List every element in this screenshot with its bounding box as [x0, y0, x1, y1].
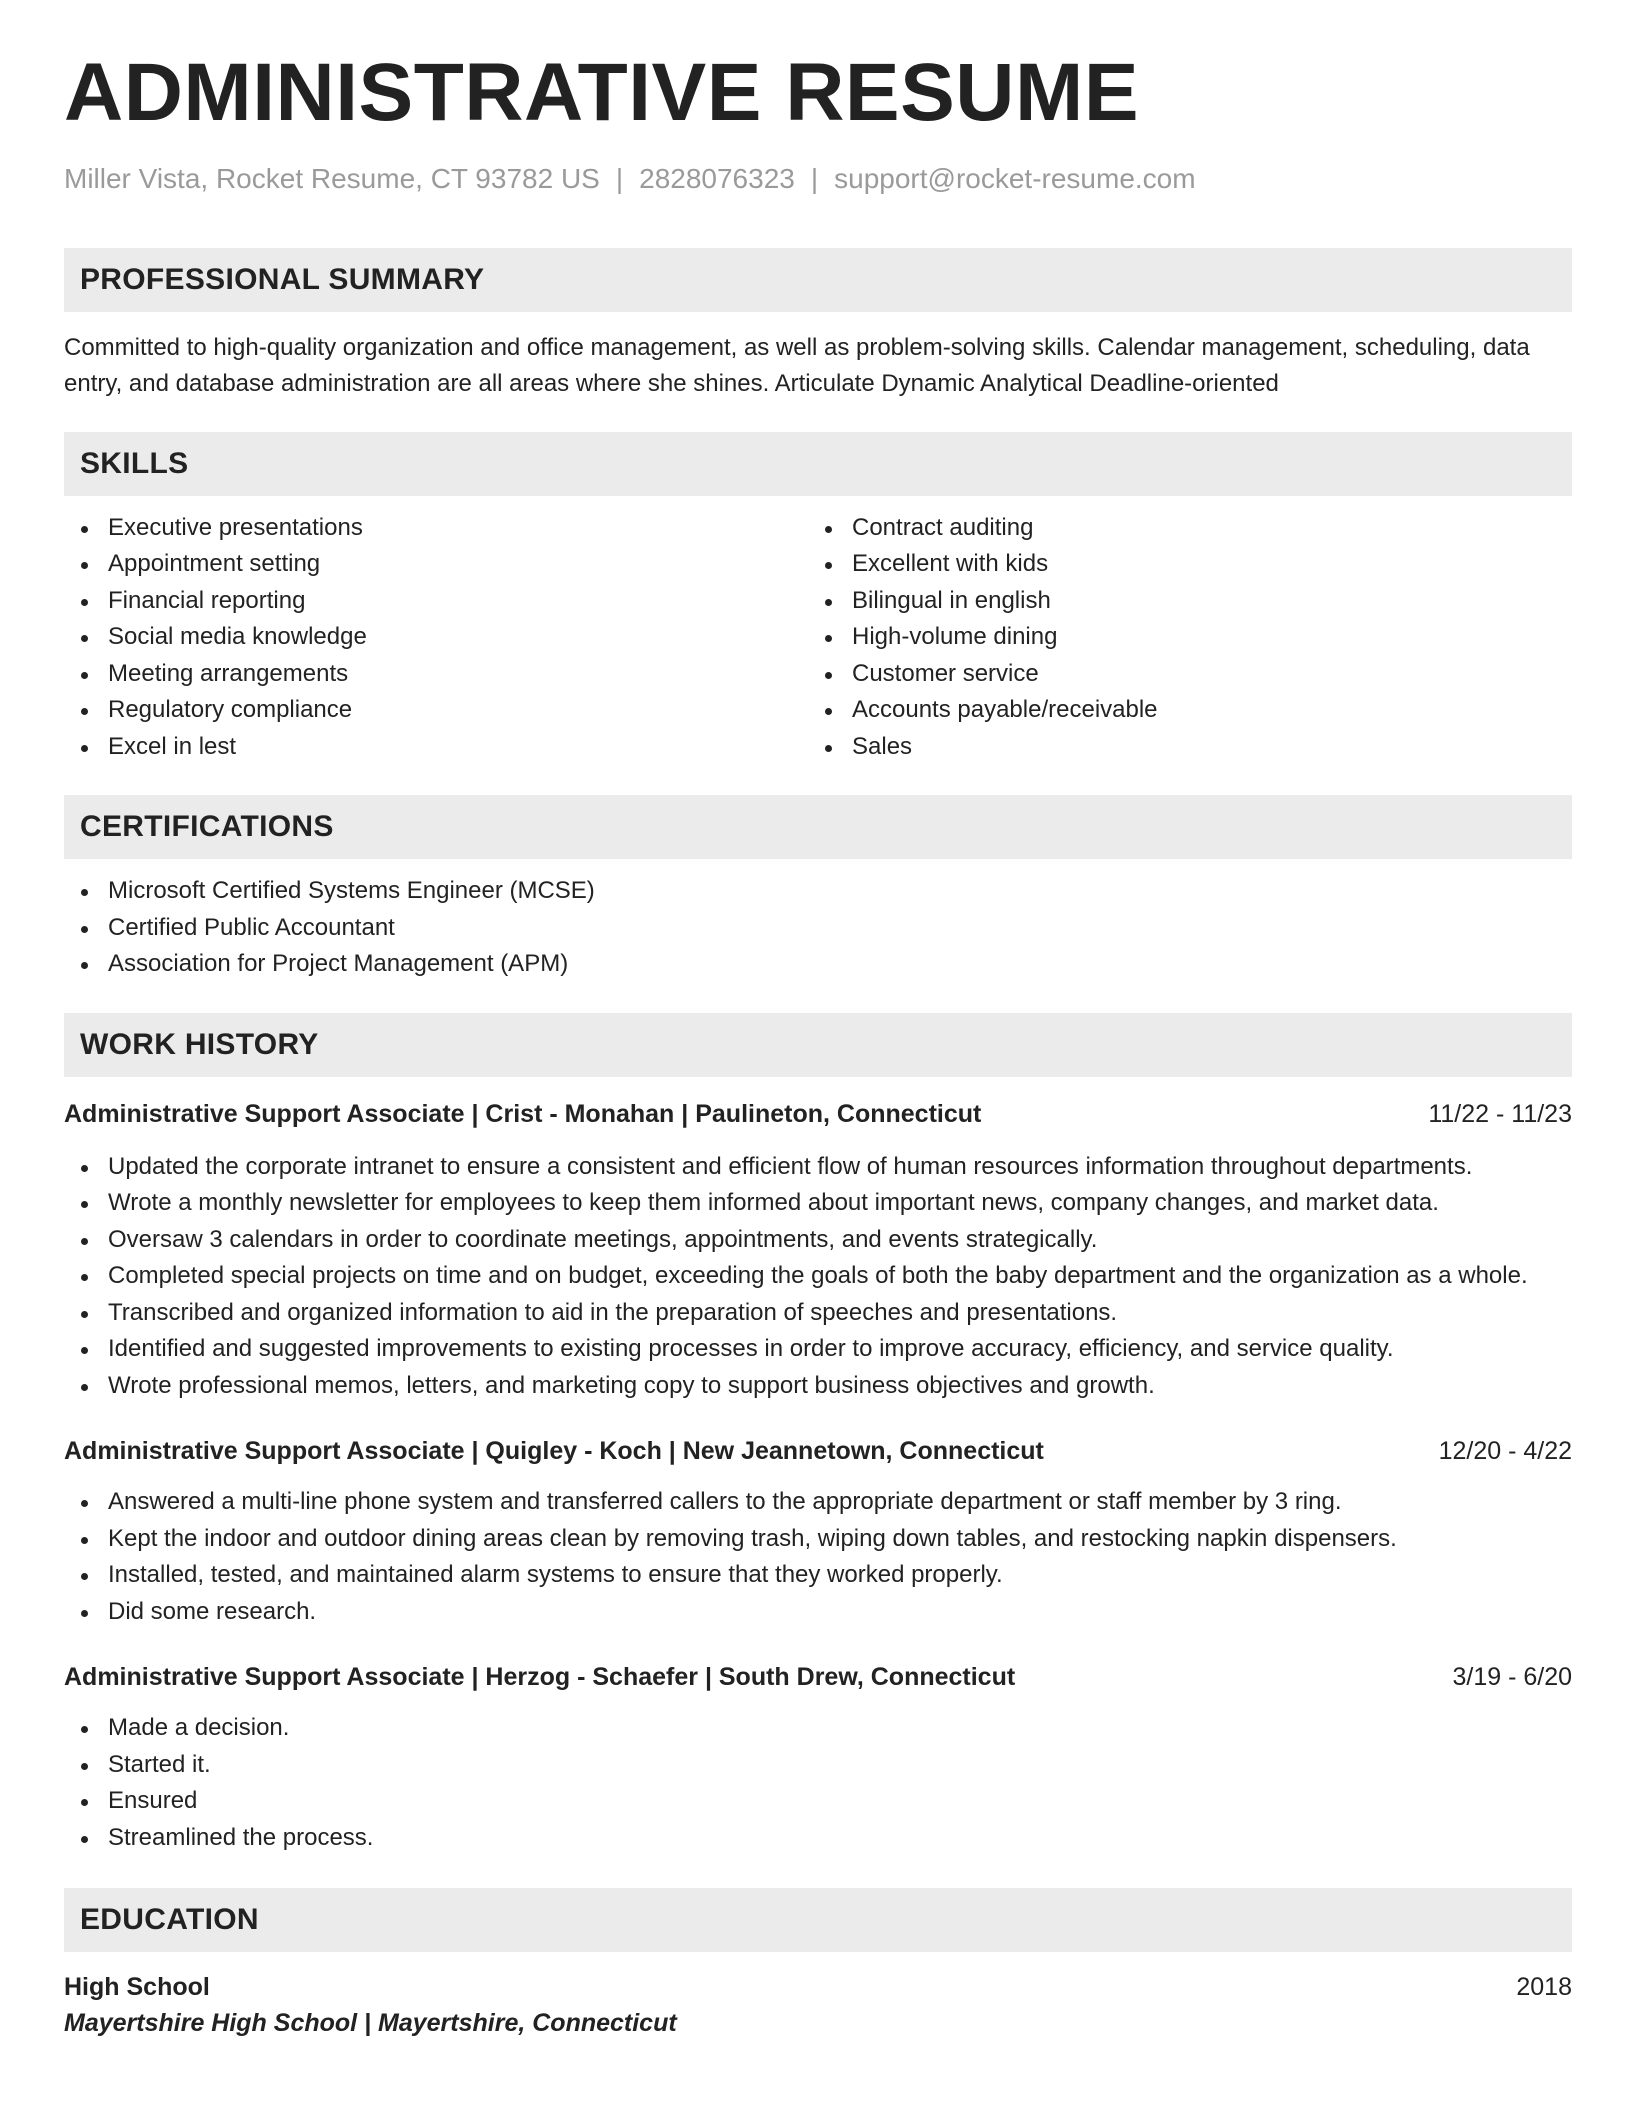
job-header	[64, 1434, 1572, 1468]
contact-phone: 2828076323	[639, 163, 795, 194]
job-dates: 12/20 - 4/22	[1438, 1437, 1572, 1466]
section-heading-certifications: CERTIFICATIONS	[64, 795, 1572, 859]
job-dates: 3/19 - 6/20	[1452, 1663, 1572, 1692]
skill-item: Financial reporting	[64, 583, 808, 620]
skill-item: Excellent with kids	[808, 546, 1552, 583]
job-entry	[64, 1097, 1572, 1405]
skill-item: Social media knowledge	[64, 619, 808, 656]
skill-item: Executive presentations	[64, 510, 808, 547]
job-bullet: Did some research.	[64, 1594, 1572, 1631]
job-title: Administrative Support Associate | Crist - Monahan | Paulineton, Connecticut	[64, 1099, 982, 1128]
section-heading-summary: PROFESSIONAL SUMMARY	[64, 248, 1572, 312]
section-heading-work-history: WORK HISTORY	[64, 1013, 1572, 1077]
skill-item: Sales	[808, 729, 1552, 766]
skill-item: Accounts payable/receivable	[808, 692, 1552, 729]
job-bullet: Kept the indoor and outdoor dining areas clean by removing trash, wiping down tables, and restocking napkin dispensers.	[64, 1521, 1572, 1558]
job-bullet: Transcribed and organized information to aid in the preparation of speeches and presentations.	[64, 1295, 1572, 1332]
contact-email: support@rocket-resume.com	[834, 163, 1196, 194]
job-bullet: Completed special projects on time and on budget, exceeding the goals of both the baby department and the organization as a whole.	[64, 1258, 1572, 1295]
job-entry	[64, 1434, 1572, 1630]
section-heading-education: EDUCATION	[64, 1888, 1572, 1952]
job-header	[64, 1097, 1572, 1131]
resume-title: ADMINISTRATIVE RESUME	[64, 47, 1140, 138]
job-bullet: Wrote professional memos, letters, and marketing copy to support business objectives and growth.	[64, 1368, 1572, 1405]
skill-item: Customer service	[808, 656, 1552, 693]
skills-list-left	[64, 510, 808, 766]
contact-line	[64, 162, 1572, 196]
skill-item: Bilingual in english	[808, 583, 1552, 620]
education-entry	[64, 1970, 1572, 2042]
certifications-list	[64, 873, 1572, 983]
skills-columns	[64, 510, 1572, 766]
contact-separator: |	[615, 163, 624, 194]
job-title: Administrative Support Associate | Quigley - Koch | New Jeannetown, Connecticut	[64, 1437, 1044, 1466]
section-heading-skills: SKILLS	[64, 432, 1572, 496]
contact-separator: |	[810, 163, 819, 194]
job-bullet: Identified and suggested improvements to existing processes in order to improve accuracy, efficiency, and service quality.	[64, 1331, 1572, 1368]
certification-item: Microsoft Certified Systems Engineer (MCSE)	[64, 873, 1572, 910]
skill-item: Regulatory compliance	[64, 692, 808, 729]
education-year: 2018	[1516, 1973, 1572, 2002]
education-header	[64, 1970, 1572, 2004]
skill-item: Excel in lest	[64, 729, 808, 766]
education-school: Mayertshire High School | Mayertshire, Connecticut	[64, 2009, 677, 2038]
resume-page	[64, 47, 1572, 2042]
job-bullets	[64, 1149, 1572, 1405]
job-bullet: Started it.	[64, 1747, 1572, 1784]
skill-item: Appointment setting	[64, 546, 808, 583]
job-dates: 11/22 - 11/23	[1428, 1099, 1572, 1128]
job-bullets	[64, 1710, 1572, 1856]
certification-item: Certified Public Accountant	[64, 910, 1572, 947]
skill-item: High-volume dining	[808, 619, 1552, 656]
job-bullet: Streamlined the process.	[64, 1820, 1572, 1857]
job-bullet: Updated the corporate intranet to ensure a consistent and efficient flow of human resources information throughout departments.	[64, 1149, 1572, 1186]
job-bullet: Installed, tested, and maintained alarm systems to ensure that they worked properly.	[64, 1557, 1572, 1594]
education-degree: High School	[64, 1973, 210, 2002]
job-title: Administrative Support Associate | Herzog - Schaefer | South Drew, Connecticut	[64, 1663, 1016, 1692]
job-bullet: Oversaw 3 calendars in order to coordinate meetings, appointments, and events strategically.	[64, 1222, 1572, 1259]
job-bullet: Ensured	[64, 1783, 1572, 1820]
job-bullet: Answered a multi-line phone system and transferred callers to the appropriate department or staff member by 3 ring.	[64, 1484, 1572, 1521]
summary-text: Committed to high-quality organization and office management, as well as problem-solving skills. Calendar management, scheduling, data entry, and database administration are all areas where she shines. Articulate Dynamic Analytical Deadline-oriented	[64, 333, 1530, 397]
job-entry	[64, 1660, 1572, 1856]
skill-item: Contract auditing	[808, 510, 1552, 547]
job-bullet: Wrote a monthly newsletter for employees to keep them informed about important news, company changes, and market data.	[64, 1185, 1572, 1222]
contact-address: Miller Vista, Rocket Resume, CT 93782 US	[64, 163, 600, 194]
job-header	[64, 1660, 1572, 1694]
job-bullet: Made a decision.	[64, 1710, 1572, 1747]
skill-item: Meeting arrangements	[64, 656, 808, 693]
certification-item: Association for Project Management (APM)	[64, 946, 1572, 983]
skills-list-right	[808, 510, 1552, 766]
job-bullets	[64, 1484, 1572, 1630]
